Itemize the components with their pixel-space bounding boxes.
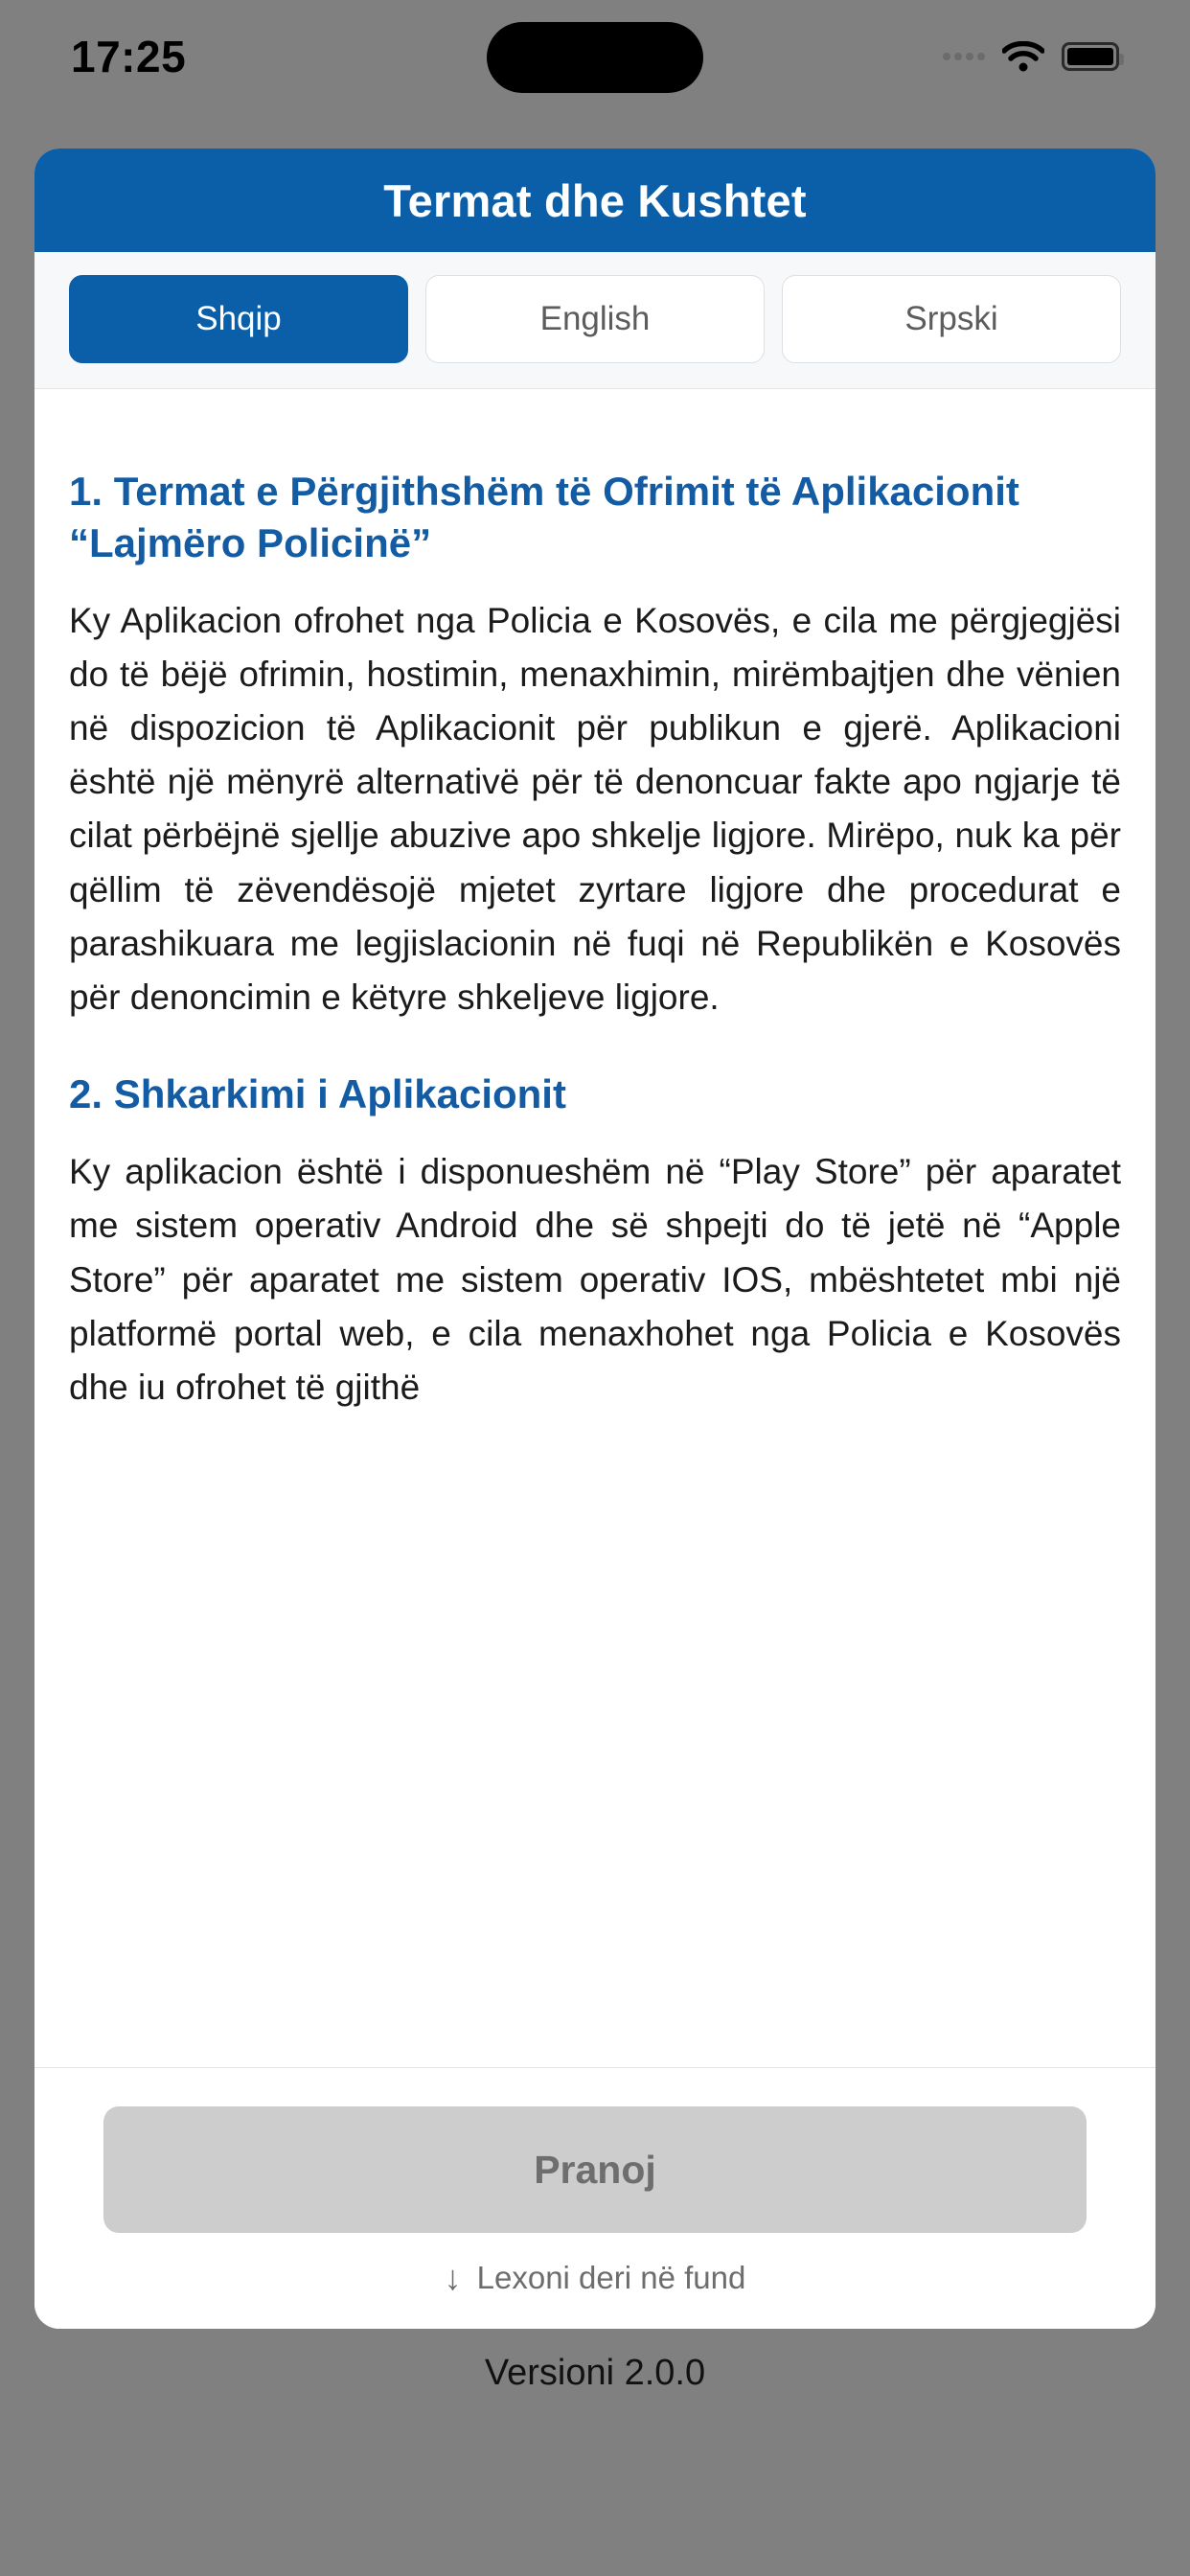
card-footer — [34, 2067, 1156, 2329]
tab-shqip-label: Shqip — [195, 300, 282, 337]
section-1-paragraph: Ky Aplikacion ofrohet nga Policia e Kosovës, e cila me përgjegjësi do të bëjë ofrimin, hostimin, menaxhimin, mirëmbajtjen dhe vënien në dispozicion të Aplikacionit për publikun e gjerë. Aplikacioni është një mënyrë alternativë për të denoncuar fakte apo ngjarje të cilat përbëjnë sjellje abuzive apo shkelje ligjore. Mirëpo, nuk ka për qëllim të zëvendësojë mjetet zyrtare ligjore dhe procedurat e parashikuara me legjislacionin në fuqi në Republikën e Kosovës për denoncimin e këtyre shkeljeve ligjore. — [69, 600, 1121, 1018]
terms-document — [69, 389, 1121, 1414]
signal-dots-icon — [943, 53, 985, 60]
wifi-icon — [1002, 41, 1044, 72]
scroll-hint — [103, 2260, 1087, 2296]
language-tabs — [34, 252, 1156, 389]
status-bar — [0, 0, 1190, 113]
accept-button[interactable] — [103, 2106, 1087, 2233]
terms-section-1 — [69, 466, 1121, 1024]
version-label: Versioni 2.0.0 — [484, 2353, 706, 2393]
dynamic-island — [487, 22, 703, 93]
arrow-down-icon: ↓ — [444, 2258, 462, 2297]
terms-section-2 — [69, 1069, 1121, 1414]
battery-full-icon — [1062, 42, 1119, 71]
status-bar-indicators — [943, 41, 1119, 72]
tab-english-label: English — [539, 300, 651, 337]
section-2-paragraph: Ky aplikacion është i disponueshëm në “Play Store” për aparatet me sistem operativ Android dhe së shpejti do të jetë në “Apple Store” për aparatet me sistem operativ IOS, mbështetet mbi një platformë portal web, e cila menaxhohet nga Policia e Kosovës dhe iu ofrohet të gjithë — [69, 1152, 1121, 1408]
accept-button-label: Pranoj — [534, 2147, 656, 2192]
tab-shqip[interactable] — [69, 275, 408, 363]
section-1-heading: 1. Termat e Përgjithshëm të Ofrimit të Aplikacionit “Lajmëro Policinë” — [69, 469, 1019, 565]
tab-english[interactable] — [425, 275, 765, 363]
scroll-hint-label: Lexoni deri në fund — [476, 2260, 746, 2295]
terms-card — [34, 149, 1156, 2329]
card-header — [34, 149, 1156, 252]
tab-srpski[interactable] — [782, 275, 1121, 363]
section-2-heading: 2. Shkarkimi i Aplikacionit — [69, 1071, 566, 1117]
tab-srpski-label: Srpski — [904, 300, 998, 337]
status-bar-time: 17:25 — [71, 32, 187, 81]
terms-scroll-area[interactable] — [34, 389, 1156, 2067]
page-title: Termat dhe Kushtet — [383, 174, 807, 226]
